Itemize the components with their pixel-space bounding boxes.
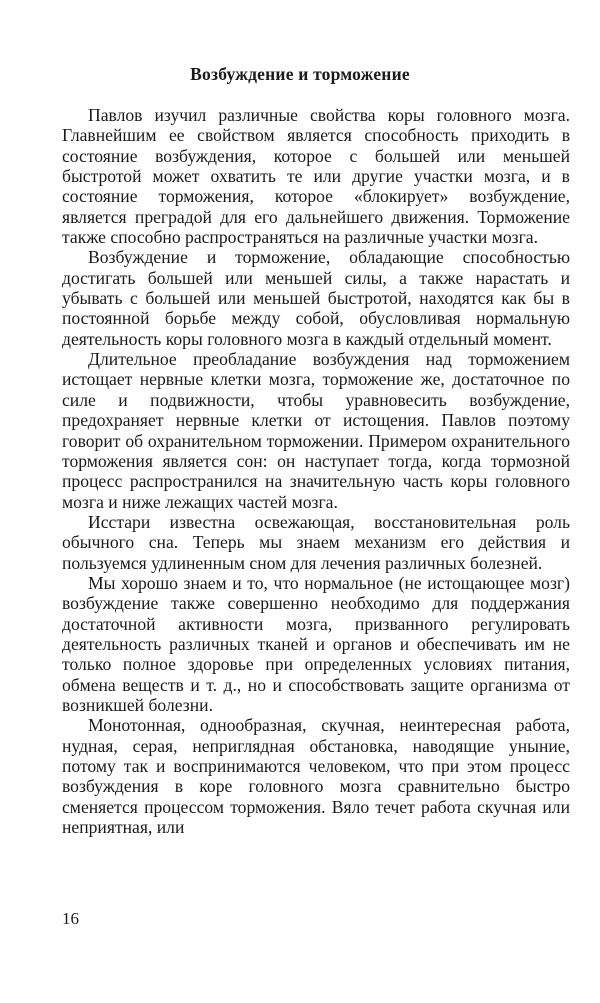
paragraph: Возбуждение и торможение, обладающие способностью достигать большей или меньшей силы, а также нарастать и убывать с большей или меньшей быстротой, находятся как бы в постоянной борьбе между собой, обусловливая нормальную деятельность коры головного мозга в каждый отдельный момент.: [62, 247, 570, 349]
paragraph: Длительное преобладание возбуждения над торможением истощает нервные клетки мозга, торможение же, достаточное по силе и подвижности, чтобы уравновесить возбуждение, предохраняет нервные клетки от истощения. Павлов поэтому говорит об охранительном торможении. Примером охранительного торможения является сон: он наступает тогда, когда тормозной процесс распространился на значительную часть коры головного мозга и ниже лежащих частей мозга.: [62, 349, 570, 512]
section-heading: Возбуждение и торможение: [190, 64, 410, 84]
page-number: 16: [62, 909, 79, 928]
paragraph: Исстари известна освежающая, восстановительная роль обычного сна. Теперь мы знаем механизм его действия и пользуемся удлиненным сном для лечения различных болезней.: [62, 511, 570, 573]
body-text: [62, 105, 570, 837]
paragraph: Мы хорошо знаем и то, что нормальное (не истощающее мозг) возбуждение также совершенно необходимо для поддержания достаточной активности мозга, призванного регулировать деятельность различных тканей и органов и обеспечивать им не только полное здоровье при определенных условиях питания, обмена веществ и т. д., но и способствовать защите организма от возникшей болезни.: [62, 572, 570, 715]
paragraph: Павлов изучил различные свойства коры головного мозга. Главнейшим ее свойством является способность приходить в состояние возбуждения, которое с большей или меньшей быстротой может охватить те или другие участки мозга, и в состояние торможения, которое «блокирует» возбуждение, является преградой для его дальнейшего движения. Торможение также способно распространяться на различные участки мозга.: [62, 105, 570, 248]
paragraph: Монотонная, однообразная, скучная, неинтересная работа, нудная, серая, неприглядная обстановка, наводящие уныние, потому так и воспринимаются человеком, что при этом процесс возбуждения в коре головного мозга сравнительно быстро сменяется процессом торможения. Вяло течет работа скучная или неприятная, или: [62, 715, 570, 838]
